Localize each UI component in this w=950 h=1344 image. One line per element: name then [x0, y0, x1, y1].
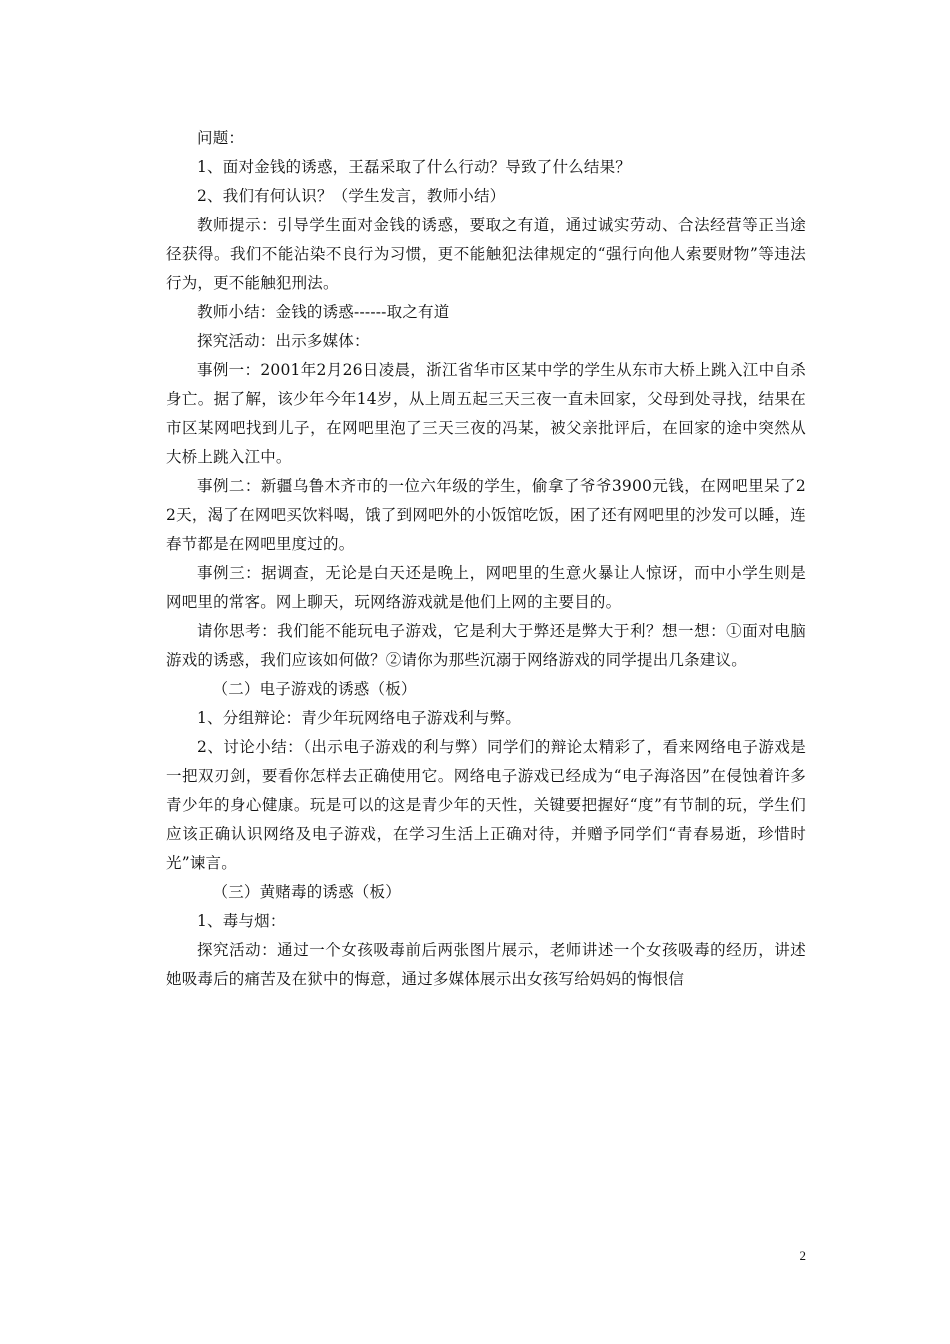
paragraph-questions-heading: 问题： [197, 129, 245, 147]
paragraph-question-2: 2、我们有何认识？（学生发言，教师小结） [197, 187, 506, 205]
paragraph-inquiry-activity: 探究活动：出示多媒体： [197, 332, 370, 350]
paragraph-group-debate: 1、分组辩论：青少年玩网络电子游戏利与弊。 [197, 709, 522, 727]
paragraph-think-question: 请你思考：我们能不能玩电子游戏，它是利大于弊还是弊大于利？想一想：①面对电脑游戏的诱惑，我们应该如何做？②请你为那些沉溺于网络游戏的同学提出几条建议。 [166, 622, 806, 669]
paragraph-teacher-summary: 教师小结：金钱的诱惑------取之有道 [197, 303, 450, 321]
document-body [166, 124, 806, 994]
paragraph-teacher-hint: 教师提示：引导学生面对金钱的诱惑，要取之有道，通过诚实劳动、合法经营等正当途径获得。我们不能沾染不良行为习惯，更不能触犯法律规定的“强行向他人索要财物”等违法行为，更不能触犯刑法。 [166, 216, 806, 292]
paragraph-case-2: 事例二：新疆乌鲁木齐市的一位六年级的学生，偷拿了爷爷3900元钱，在网吧里呆了22天，渴了在网吧买饮料喝，饿了到网吧外的小饭馆吃饭，困了还有网吧里的沙发可以睡，连春节都是在网吧里度过的。 [166, 477, 806, 553]
section-heading-video-games: （二）电子游戏的诱惑（板） [212, 680, 417, 698]
paragraph-case-1: 事例一：2001年2月26日凌晨，浙江省华市区某中学的学生从东市大桥上跳入江中自杀身亡。据了解，该少年今年14岁，从上周五起三天三夜一直未回家，父母到处寻找，结果在市区某网吧找到儿子，在网吧里泡了三天三夜的冯某，被父亲批评后，在回家的途中突然从大桥上跳入江中。 [166, 361, 806, 466]
page-number: 2 [799, 1248, 806, 1263]
paragraph-question-1: 1、面对金钱的诱惑，王磊采取了什么行动？导致了什么结果？ [197, 158, 631, 176]
section-heading-vice-temptation: （三）黄赌毒的诱惑（板） [212, 883, 401, 901]
paragraph-drugs-tobacco: 1、毒与烟： [197, 912, 286, 930]
paragraph-drug-inquiry-activity: 探究活动：通过一个女孩吸毒前后两张图片展示，老师讲述一个女孩吸毒的经历，讲述她吸毒后的痛苦及在狱中的悔意，通过多媒体展示出女孩写给妈妈的悔恨信 [166, 941, 806, 988]
paragraph-case-3: 事例三：据调查，无论是白天还是晚上，网吧里的生意火暴让人惊讶，而中小学生则是网吧里的常客。网上聊天，玩网络游戏就是他们上网的主要目的。 [166, 564, 806, 611]
paragraph-discussion-summary: 2、讨论小结：（出示电子游戏的利与弊）同学们的辩论太精彩了，看来网络电子游戏是一把双刃剑，要看你怎样去正确使用它。网络电子游戏已经成为“电子海洛因”在侵蚀着许多青少年的身心健康。玩是可以的这是青少年的天性，关键要把握好“度”有节制的玩，学生们应该正确认识网络及电子游戏，在学习生活上正确对待，并赠予同学们“青春易逝，珍惜时光”谏言。 [166, 738, 806, 872]
